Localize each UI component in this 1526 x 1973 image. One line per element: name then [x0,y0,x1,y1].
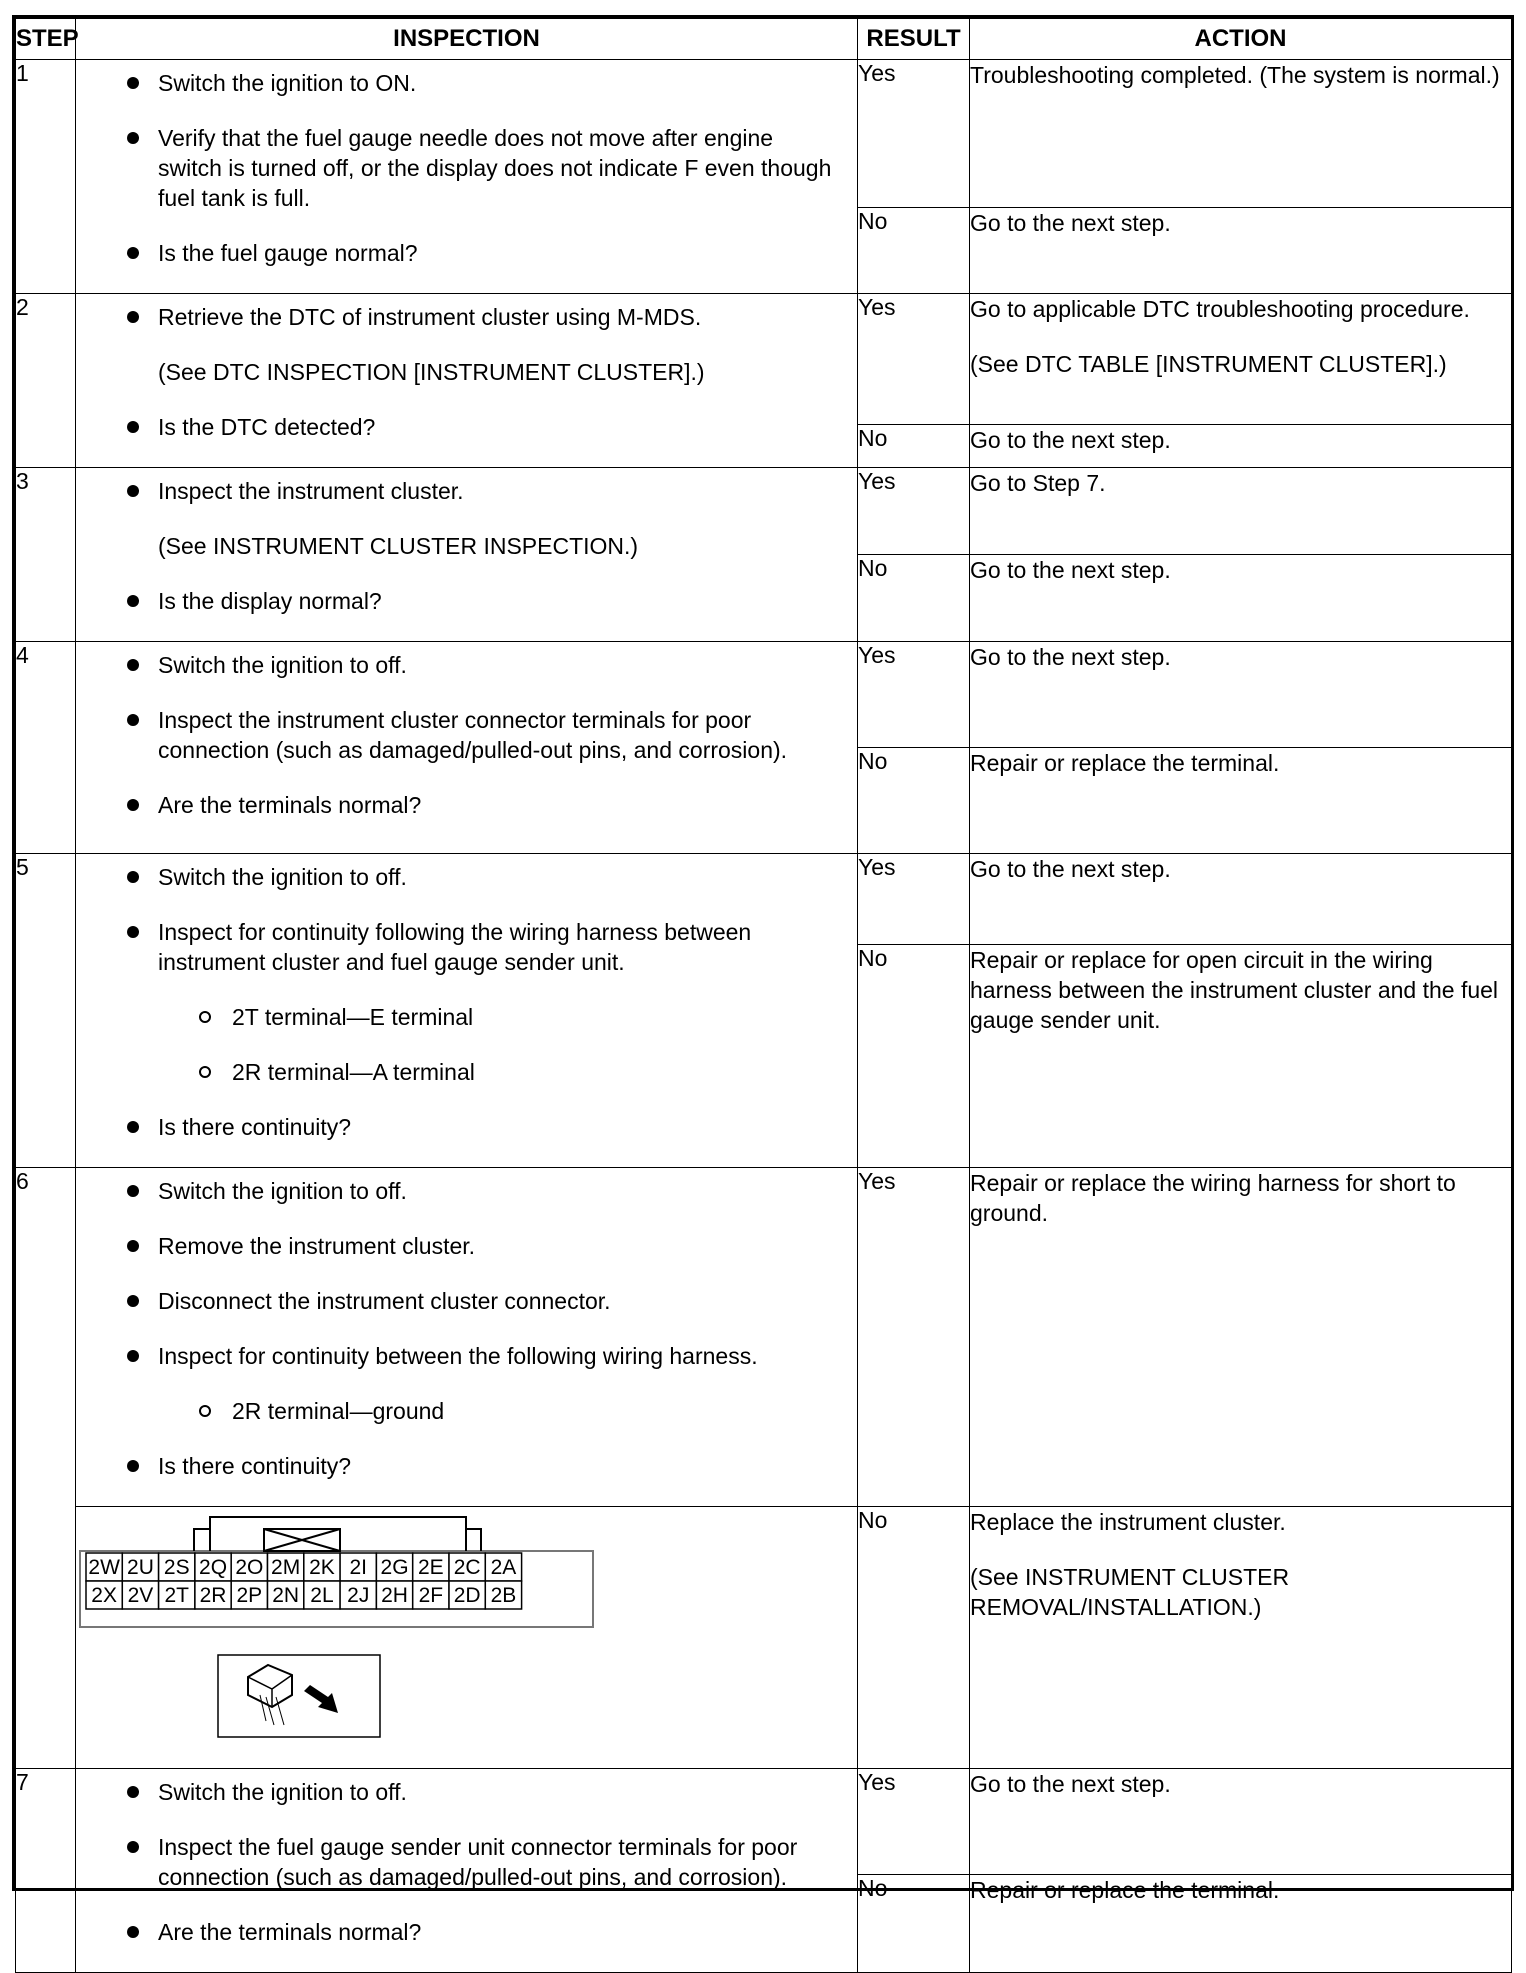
step-6-no-row [16,1507,1512,1769]
step-number: 6 [16,1168,76,1769]
result-no: No [858,1507,970,1769]
inspection-item: Inspect the instrument cluster connector terminals for poor connection (such as damaged/pulled-out pins, and corrosion). [156,705,837,765]
connector-diagram-cell [76,1507,858,1769]
terminal-label: 2X [91,1584,117,1607]
action-yes: Go to the next step. [970,854,1512,945]
step-4-yes-row [16,642,1512,748]
inspection-subitem: 2R terminal—A terminal [156,1057,837,1087]
action-no: Repair or replace for open circuit in the wiring harness between the instrument cluster and the fuel gauge sender unit. [970,945,1512,1168]
terminal-label: 2G [380,1556,409,1579]
inspection-item: Retrieve the DTC of instrument cluster using M-MDS. [156,302,837,332]
terminal-label: 2R [199,1584,227,1607]
terminal-label: 2F [418,1584,444,1607]
diagnostic-procedure-sheet [12,15,1514,1945]
action-yes: Troubleshooting completed. (The system is normal.) [970,60,1512,208]
result-no: No [858,425,970,468]
result-no: No [858,555,970,642]
action-no: Go to the next step. [970,207,1512,293]
inspection-item: Switch the ignition to off. [156,1777,837,1807]
terminal-label: 2T [164,1584,190,1607]
action-no: Go to the next step. [970,425,1512,468]
step-inspection [76,854,858,1168]
inspection-item: Are the terminals normal? [156,1917,837,1947]
header-row [16,19,1512,60]
inspection-item: Verify that the fuel gauge needle does not move after engine switch is turned off, or the display does not indicate F even though fuel tank is full. [156,123,837,213]
inspection-item: Is there continuity? [156,1451,837,1481]
inspection-item: Inspect the fuel gauge sender unit connector terminals for poor connection (such as damaged/pulled-out pins, and corrosion). [156,1832,837,1892]
terminal-label: 2N [272,1584,300,1607]
terminal-label: 2I [349,1556,368,1579]
header-action: ACTION [970,19,1512,60]
action-text: Go to applicable DTC troubleshooting procedure. [970,296,1470,322]
result-no: No [858,207,970,293]
terminal-label: 2H [381,1584,408,1607]
probe-illustration [218,1655,380,1737]
terminal-label: 2Q [199,1556,228,1579]
action-yes: Go to Step 7. [970,468,1512,555]
step-7-yes-row [16,1769,1512,1875]
header-result: RESULT [858,19,970,60]
terminal-label: 2V [127,1584,154,1607]
connector-latch [194,1517,481,1551]
step-3-yes-row [16,468,1512,555]
action-yes: Repair or replace the wiring harness for short to ground. [970,1168,1512,1507]
step-inspection [76,1168,858,1507]
terminal-label: 2A [490,1556,517,1579]
inspection-subitem: 2T terminal—E terminal [156,1002,837,1032]
action-no [970,1507,1512,1769]
action-no: Repair or replace the terminal. [970,748,1512,854]
result-yes: Yes [858,294,970,425]
inspection-item: Is there continuity? [156,1112,837,1142]
result-yes: Yes [858,854,970,945]
result-no: No [858,748,970,854]
header-inspection: INSPECTION [76,19,858,60]
step-number: 5 [16,854,76,1168]
result-yes: Yes [858,60,970,208]
connector-diagram [76,1507,596,1763]
inspection-item: Inspect for continuity following the wiring harness between instrument cluster and fuel gauge sender unit. [156,917,837,977]
inspection-item: Inspect the instrument cluster. [156,476,837,506]
inspection-item: Are the terminals normal? [156,790,837,820]
connector-latch-guide [210,1529,466,1551]
terminal-label: 2S [163,1556,190,1579]
inspection-item: Is the fuel gauge normal? [156,238,837,268]
diagnostic-table [15,18,1512,1973]
inspection-item: Disconnect the instrument cluster connector. [156,1286,837,1316]
result-no: No [858,945,970,1168]
step-number: 3 [16,468,76,642]
action-reference: (See INSTRUMENT CLUSTER REMOVAL/INSTALLATION.) [970,1564,1290,1620]
action-no: Repair or replace the terminal. [970,1875,1512,1973]
terminal-label: 2D [453,1584,481,1607]
action-no: Go to the next step. [970,555,1512,642]
result-yes: Yes [858,642,970,748]
step-inspection [76,60,858,294]
inspection-item: Is the display normal? [156,586,837,616]
terminal-label: 2U [127,1556,154,1579]
terminal-label: 2C [453,1556,481,1579]
step-number: 2 [16,294,76,468]
terminal-label: 2P [236,1584,263,1607]
terminal-label: 2K [309,1556,335,1579]
step-inspection [76,468,858,642]
action-yes [970,294,1512,425]
connector-key-mark [264,1529,340,1551]
step-number: 1 [16,60,76,294]
inspection-item: Switch the ignition to off. [156,862,837,892]
inspection-item: Is the DTC detected? [156,412,837,442]
inspection-item: Remove the instrument cluster. [156,1231,837,1261]
terminal-grid [86,1553,522,1609]
inspection-item: Switch the ignition to off. [156,1176,837,1206]
inspection-item: Inspect for continuity between the following wiring harness. [156,1341,837,1371]
step-2-yes-row [16,294,1512,425]
inspection-subitem: 2R terminal—ground [156,1396,837,1426]
step-inspection [76,1769,858,1973]
terminal-label: 2J [347,1584,370,1607]
terminal-label: 2B [490,1584,517,1607]
inspection-item: Switch the ignition to ON. [156,68,837,98]
step-number: 7 [16,1769,76,1973]
step-inspection [76,642,858,854]
inspection-item: Switch the ignition to off. [156,650,837,680]
action-yes: Go to the next step. [970,1769,1512,1875]
terminal-label: 2O [235,1556,264,1579]
result-yes: Yes [858,1168,970,1507]
terminal-label: 2W [88,1556,120,1579]
step-1-yes-row [16,60,1512,208]
inspection-note: (See INSTRUMENT CLUSTER INSPECTION.) [158,533,639,559]
action-reference: (See DTC TABLE [INSTRUMENT CLUSTER].) [970,351,1447,377]
inspection-note: (See DTC INSPECTION [INSTRUMENT CLUSTER].) [158,359,705,385]
step-5-yes-row [16,854,1512,945]
step-number: 4 [16,642,76,854]
result-no: No [858,1875,970,1973]
header-step: STEP [16,19,76,60]
terminal-label: 2L [310,1584,334,1607]
action-yes: Go to the next step. [970,642,1512,748]
terminal-label: 2M [271,1556,301,1579]
result-yes: Yes [858,468,970,555]
action-text: Replace the instrument cluster. [970,1509,1286,1535]
terminal-label: 2E [418,1556,444,1579]
step-inspection [76,294,858,468]
step-6-yes-row [16,1168,1512,1507]
result-yes: Yes [858,1769,970,1875]
